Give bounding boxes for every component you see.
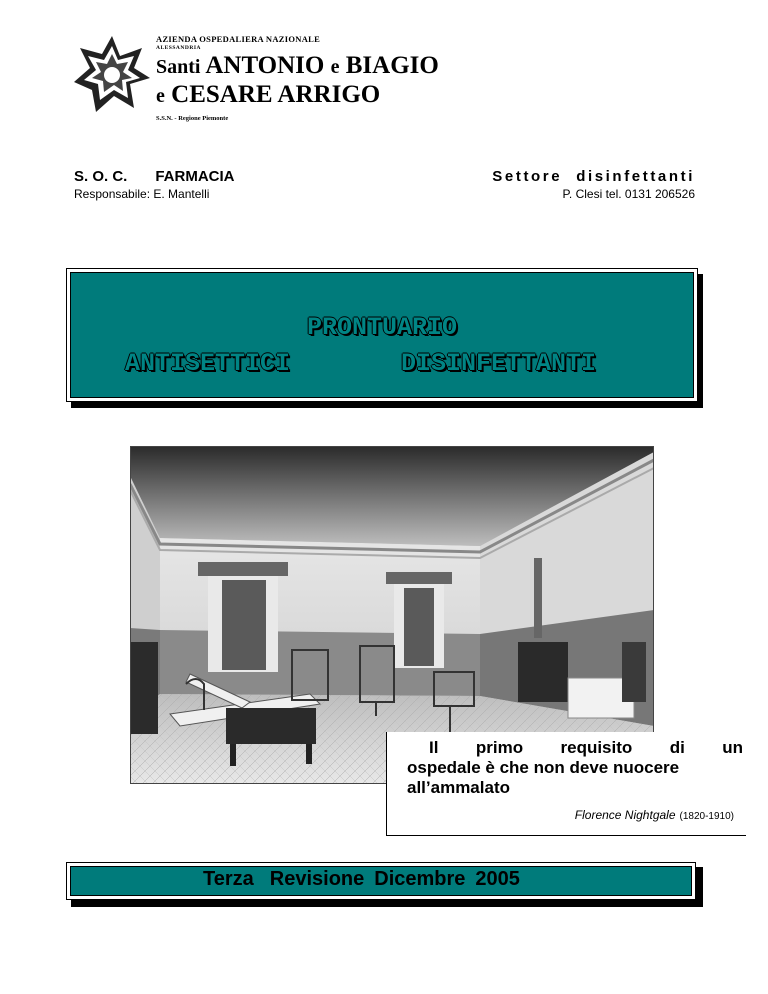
sector-title: Settore disinfettanti	[492, 168, 695, 185]
title-line-2a: ANTISETTICI	[125, 349, 291, 378]
logo-ssn: S.S.N. - Regione Piemonte	[156, 115, 229, 122]
revision-box	[66, 862, 696, 900]
logo-name-line2: e CESARE ARRIGO	[156, 81, 381, 108]
quote-author: Florence Nightgale (1820-1910)	[574, 808, 734, 822]
quote-box	[386, 732, 746, 836]
sector-info	[492, 168, 695, 201]
hospital-logo	[72, 34, 439, 134]
sector-contact: P. Clesi tel. 0131 206526	[562, 187, 695, 201]
revision-text: Terza Revisione Dicembre 2005	[203, 868, 520, 890]
title-line-2b: DISINFETTANTI	[401, 349, 597, 378]
logo-org-line: AZIENDA OSPEDALIERA NAZIONALE	[156, 34, 321, 44]
logo-city-line: ALESSANDRIA	[156, 45, 201, 51]
title-box	[66, 268, 698, 402]
department-info	[74, 168, 235, 201]
star-emblem-icon	[72, 34, 152, 114]
quote-text: Il primo requisito di un ospedale è che non deve nuocere all’ammalato	[407, 738, 743, 797]
quote-years: (1820-1910)	[679, 811, 734, 822]
responsible-person: Responsabile: E. Mantelli	[74, 187, 210, 201]
department-title: S. O. C. FARMACIA	[74, 168, 235, 185]
logo-name-line1: Santi ANTONIO e BIAGIO	[156, 52, 439, 79]
title-line-1: PRONTUARIO	[306, 313, 458, 342]
